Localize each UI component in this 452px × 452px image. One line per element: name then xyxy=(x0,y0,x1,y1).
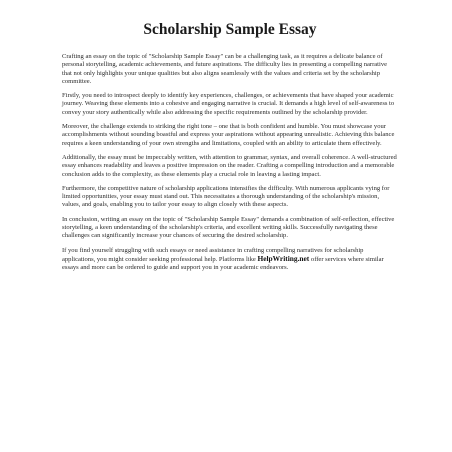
closing-text-after: offer services where similar essays and more can be ordered to guide and support you in your academic endeavors. xyxy=(62,255,384,272)
paragraph-tone: Moreover, the challenge extends to striking the right tone – one that is both confident and humble. You must showcase your accomplishments without sounding boastful and express your aspirations without appearing unrealistic. Achieving this balance requires a keen understanding of your own strengths and limitations, coupled with an ability to articulate them effectively. xyxy=(62,123,395,147)
paragraph-intro: Crafting an essay on the topic of "Scholarship Sample Essay" can be a challenging task, as it requires a delicate balance of personal storytelling, academic achievements, and future aspirations. The difficulty lies in presenting a compelling narrative that not only highlights your unique qualities but also aligns seamlessly with the values and criteria set by the scholarship committee. xyxy=(62,53,387,85)
paragraph-writing-quality: Additionally, the essay must be impeccably written, with attention to grammar, syntax, and overall coherence. A well-structured essay enhances readability and leaves a positive impression on the reader. Crafting a compelling introduction and a memorable conclusion adds to the complexity, as these elements play a crucial role in leaving a lasting impact. xyxy=(62,153,397,178)
brand-name: HelpWriting.net xyxy=(257,253,310,263)
document-title: Scholarship Sample Essay xyxy=(143,21,317,38)
paragraph-competition: Furthermore, the competitive nature of scholarship applications intensifies the difficulty. With numerous applicants vying for limited opportunities, your essay must stand out. This necessitates a thorough understanding of the scholarship's mission, values, and goals, enabling you to tailor your essay to align closely with these aspects. xyxy=(62,184,390,209)
paragraph-conclusion: In conclusion, writing an essay on the topic of "Scholarship Sample Essay" demands a combination of self-reflection, effective storytelling, a keen understanding of the scholarship's criteria, and excellent writing skills. Successfully navigating these challenges can significantly increase your chances of securing the desired scholarship. xyxy=(62,215,395,240)
paragraph-introspection: Firstly, you need to introspect deeply to identify key experiences, challenges, or achievements that have shaped your academic journey. Weaving these elements into a cohesive and engaging narrative is crucial. It demands a high level of self-awareness to convey your story authentically while also addressing the specific requirements outlined by the scholarship provider. xyxy=(62,92,395,116)
closing-text-before: If you find yourself struggling with such essays or need assistance in crafting compelling narratives for scholarship applications, you might consider seeking professional help. Platforms like xyxy=(62,246,364,263)
paragraph-closing xyxy=(62,247,398,273)
document-page xyxy=(62,20,398,279)
